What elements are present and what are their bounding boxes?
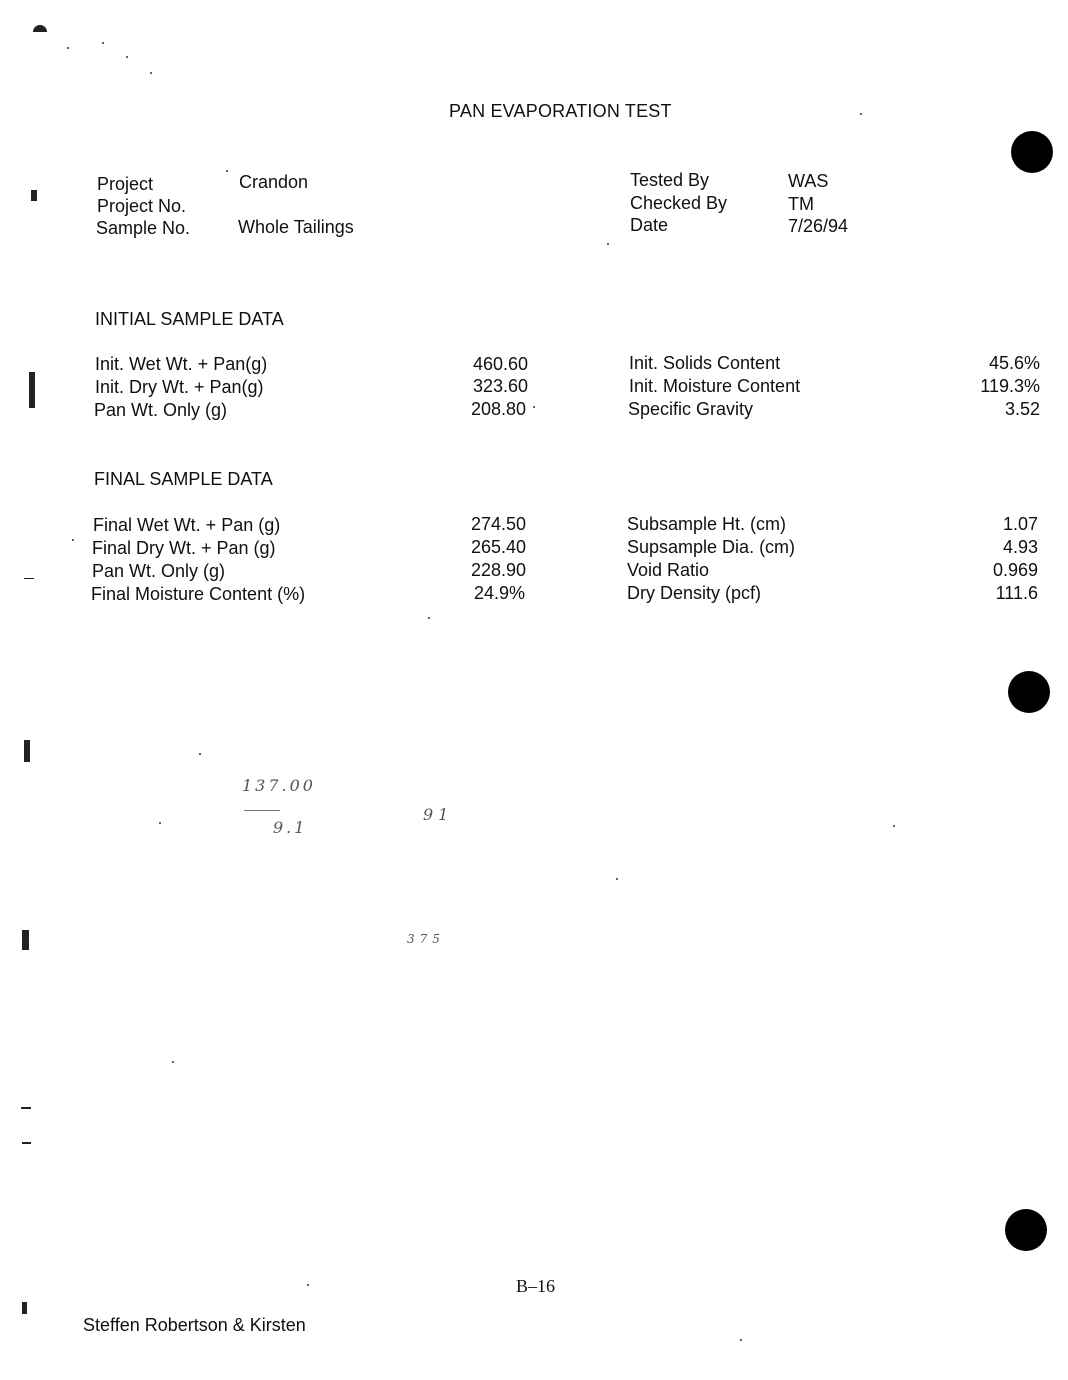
final-sample-heading: FINAL SAMPLE DATA bbox=[94, 469, 273, 489]
sample-no-label: Sample No. bbox=[96, 218, 191, 238]
page-number: B–16 bbox=[516, 1276, 556, 1296]
handwritten-note: 91 bbox=[423, 805, 454, 824]
final-right-label: Supsample Dia. (cm) bbox=[627, 537, 796, 557]
project-value: Crandon bbox=[239, 172, 309, 192]
final-left-label: Pan Wt. Only (g) bbox=[92, 561, 226, 581]
final-right-label: Dry Density (pcf) bbox=[627, 583, 762, 603]
scan-dot bbox=[893, 825, 895, 827]
initial-left-label: Init. Dry Wt. + Pan(g) bbox=[95, 377, 264, 397]
initial-right-value: 119.3% bbox=[980, 376, 1040, 396]
handwritten-note: 137.00 bbox=[242, 776, 316, 795]
scan-mark bbox=[21, 1107, 31, 1109]
scan-dot bbox=[102, 42, 104, 44]
handwritten-note: 9.1 bbox=[273, 818, 308, 837]
binder-hole-top bbox=[1011, 131, 1053, 173]
final-left-value: 274.50 bbox=[470, 514, 526, 534]
scan-dot bbox=[740, 1339, 742, 1341]
initial-left-label: Pan Wt. Only (g) bbox=[94, 400, 228, 420]
scan-mark bbox=[22, 930, 29, 950]
final-right-label: Subsample Ht. (cm) bbox=[627, 514, 787, 534]
initial-right-value: 3.52 bbox=[1004, 399, 1040, 419]
initial-left-label: Init. Wet Wt. + Pan(g) bbox=[95, 354, 268, 374]
date-label: Date bbox=[630, 215, 669, 235]
scan-mark bbox=[22, 1142, 31, 1144]
final-right-value: 4.93 bbox=[1002, 537, 1038, 557]
final-right-value: 1.07 bbox=[1002, 514, 1038, 534]
scan-dot bbox=[428, 617, 430, 619]
final-left-value: 265.40 bbox=[470, 537, 526, 557]
scan-dot bbox=[860, 113, 862, 115]
project-label: Project bbox=[97, 174, 154, 194]
company-name: Steffen Robertson & Kirsten bbox=[83, 1315, 306, 1335]
scan-dot bbox=[533, 406, 535, 408]
scan-mark bbox=[33, 25, 47, 32]
scan-mark bbox=[31, 190, 37, 201]
initial-left-value: 323.60 bbox=[472, 376, 528, 396]
scan-dot bbox=[126, 56, 128, 58]
scan-dot bbox=[307, 1284, 309, 1286]
scan-mark bbox=[24, 740, 30, 762]
scan-dot bbox=[199, 753, 201, 755]
checked-by-label: Checked By bbox=[630, 193, 728, 213]
scan-dot bbox=[159, 822, 161, 824]
scan-dot bbox=[226, 170, 228, 172]
final-right-label: Void Ratio bbox=[627, 560, 710, 580]
scan-dot bbox=[172, 1061, 174, 1063]
final-left-label: Final Dry Wt. + Pan (g) bbox=[92, 538, 276, 558]
document-title: PAN EVAPORATION TEST bbox=[449, 101, 672, 121]
final-left-label: Final Moisture Content (%) bbox=[91, 584, 306, 604]
checked-by-value: TM bbox=[788, 194, 814, 214]
date-value: 7/26/94 bbox=[788, 216, 849, 236]
binder-hole-middle bbox=[1008, 671, 1050, 713]
scan-dot bbox=[67, 47, 69, 49]
scan-mark bbox=[24, 578, 34, 579]
scan-dot bbox=[607, 243, 609, 245]
initial-sample-heading: INITIAL SAMPLE DATA bbox=[95, 309, 284, 329]
final-left-value: 24.9% bbox=[473, 583, 525, 603]
final-right-value: 111.6 bbox=[995, 583, 1038, 603]
scan-dot bbox=[616, 878, 618, 880]
scan-dot bbox=[72, 539, 74, 541]
initial-left-value: 460.60 bbox=[472, 354, 528, 374]
initial-right-value: 45.6% bbox=[988, 353, 1040, 373]
tested-by-label: Tested By bbox=[630, 170, 710, 190]
scan-mark bbox=[22, 1302, 27, 1314]
initial-right-label: Specific Gravity bbox=[628, 399, 754, 419]
sample-no-value: Whole Tailings bbox=[238, 217, 354, 237]
initial-right-label: Init. Moisture Content bbox=[629, 376, 801, 396]
tested-by-value: WAS bbox=[788, 171, 829, 191]
handwritten-note: 375 bbox=[407, 932, 445, 946]
final-right-value: 0.969 bbox=[992, 560, 1038, 580]
project-no-label: Project No. bbox=[97, 196, 187, 216]
final-left-value: 228.90 bbox=[470, 560, 526, 580]
binder-hole-bottom bbox=[1005, 1209, 1047, 1251]
initial-right-label: Init. Solids Content bbox=[629, 353, 781, 373]
final-left-label: Final Wet Wt. + Pan (g) bbox=[93, 515, 281, 535]
scan-dot bbox=[150, 72, 152, 74]
handwritten-rule bbox=[244, 810, 280, 811]
scan-mark bbox=[29, 372, 35, 408]
initial-left-value: 208.80 bbox=[470, 399, 526, 419]
